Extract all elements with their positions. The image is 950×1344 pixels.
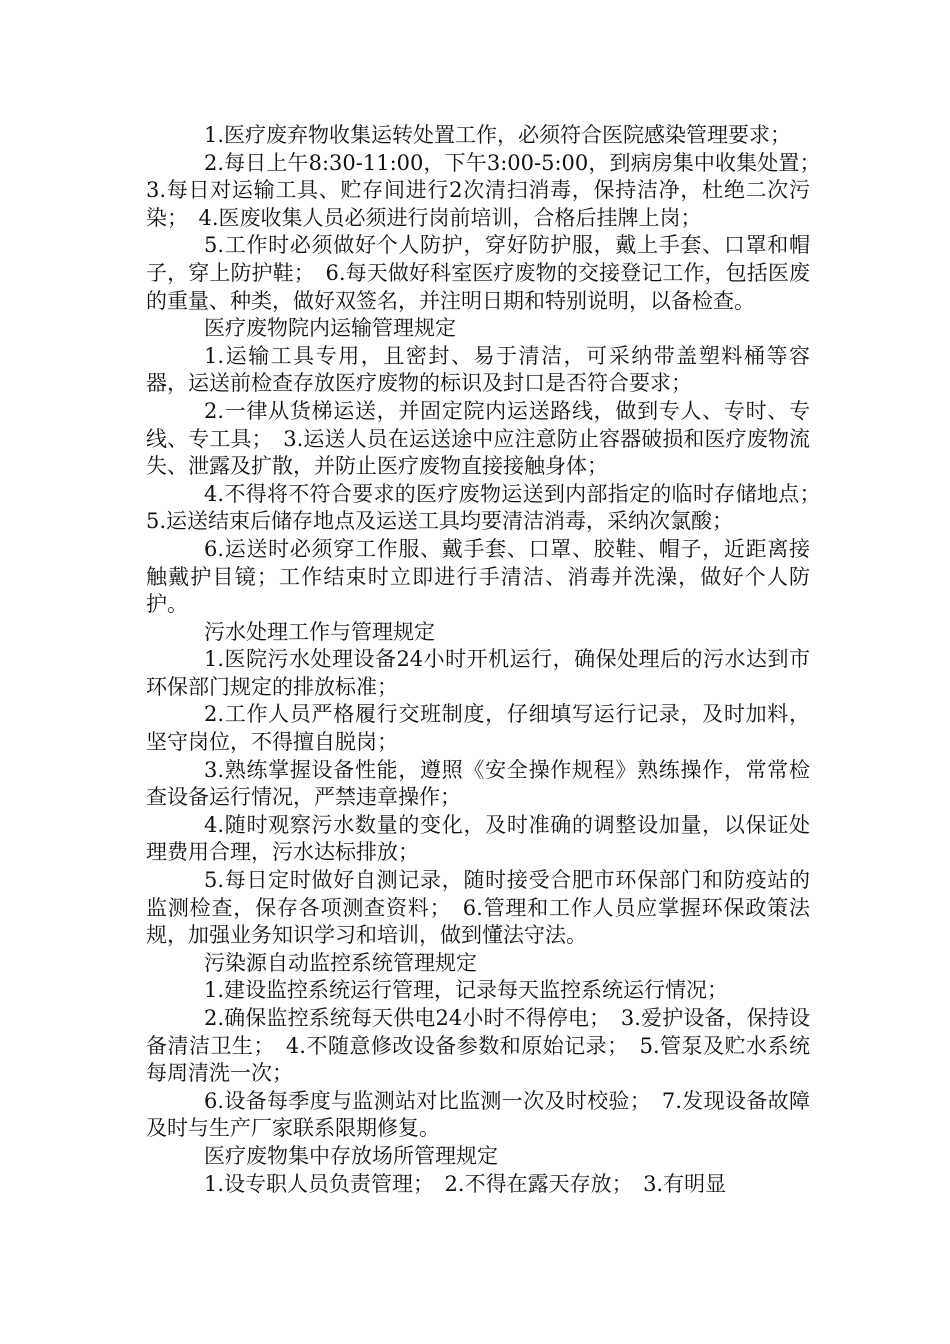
paragraph-3: 5.工作时必须做好个人防护，穿好防护服，戴上手套、口罩和帽子，穿上防护鞋； 6.每天做好科室医疗废物的交接登记工作，包括医废的重量、种类，做好双签名，并注明日期和特别说明，以备检查。: [146, 233, 810, 313]
paragraph-10: 1.医院污水处理设备24小时开机运行，确保处理后的污水达到市环保部门规定的排放标准；: [146, 647, 810, 699]
paragraph-8: 6.运送时必须穿工作服、戴手套、口罩、胶鞋、帽子，近距离接触戴护目镜；工作结束时立即进行手清洁、消毒并洗澡，做好个人防护。: [146, 536, 810, 617]
paragraph-20: 1.设专职人员负责管理； 2.不得在露天存放； 3.有明显: [204, 1171, 727, 1196]
paragraph-11: 2.工作人员严格履行交班制度，仔细填写运行记录，及时加料，坚守岗位，不得擅自脱岗；: [146, 702, 810, 755]
paragraph-18: 6.设备每季度与监测站对比监测一次及时校验； 7.发现设备故障及时与生产厂家联系限期修复。: [146, 1088, 810, 1141]
paragraph-12: 3.熟练掌握设备性能，遵照《安全操作规程》熟练操作，常常检查设备运行情况，严禁违章操作；: [146, 757, 810, 810]
paragraph-13: 4.随时观察污水数量的变化，及时准确的调整设加量，以保证处理费用合理，污水达标排放；: [146, 812, 810, 865]
paragraph-6: 2.一律从货梯运送，并固定院内运送路线，做到专人、专时、专线、专工具； 3.运送人员在运送途中应注意防止容器破损和医疗废物流失、泄露及扩散，并防止医疗废物直接接触身体；: [146, 398, 810, 479]
section-heading-transport: 医疗废物院内运输管理规定: [204, 316, 456, 341]
paragraph-14: 5.每日定时做好自测记录，随时接受合肥市环保部门和防疫站的监测检查，保存各项测查资料； 6.管理和工作人员应掌握环保政策法规，加强业务知识学习和培训，做到懂法守法。: [146, 868, 810, 948]
section-heading-monitoring: 污染源自动监控系统管理规定: [204, 950, 477, 975]
paragraph-1: 1.医疗废弃物收集运转处置工作，必须符合医院感染管理要求；: [204, 123, 792, 147]
paragraph-17: 2.确保监控系统每天供电24小时不得停电； 3.爱护设备，保持设备清洁卫生； 4.不随意修改设备参数和原始记录； 5.管泵及贮水系统每周清洗一次；: [146, 1006, 810, 1086]
section-heading-sewage: 污水处理工作与管理规定: [204, 619, 435, 644]
document-body: [146, 122, 831, 1198]
paragraph-5: 1.运输工具专用，且密封、易于清洁，可采纳带盖塑料桶等容器，运送前检查存放医疗废物的标识及封口是否符合要求；: [146, 343, 810, 396]
paragraph-2: 2.每日上午8:30-11:00，下午3:00-5:00，到病房集中收集处置； 3.每日对运输工具、贮存间进行2次清扫消毒，保持洁净，杜绝二次污染； 4.医废收集人员必须进行岗前培训，合格后挂牌上岗；: [146, 150, 831, 230]
paragraph-7: 4.不得将不符合要求的医疗废物运送到内部指定的临时存储地点； 5.运送结束后储存地点及运送工具均要清洁消毒，采纳次氯酸；: [146, 481, 831, 534]
section-heading-storage: 医疗废物集中存放场所管理规定: [204, 1143, 498, 1168]
paragraph-16: 1.建设监控系统运行管理，记录每天监控系统运行情况；: [204, 978, 729, 1003]
